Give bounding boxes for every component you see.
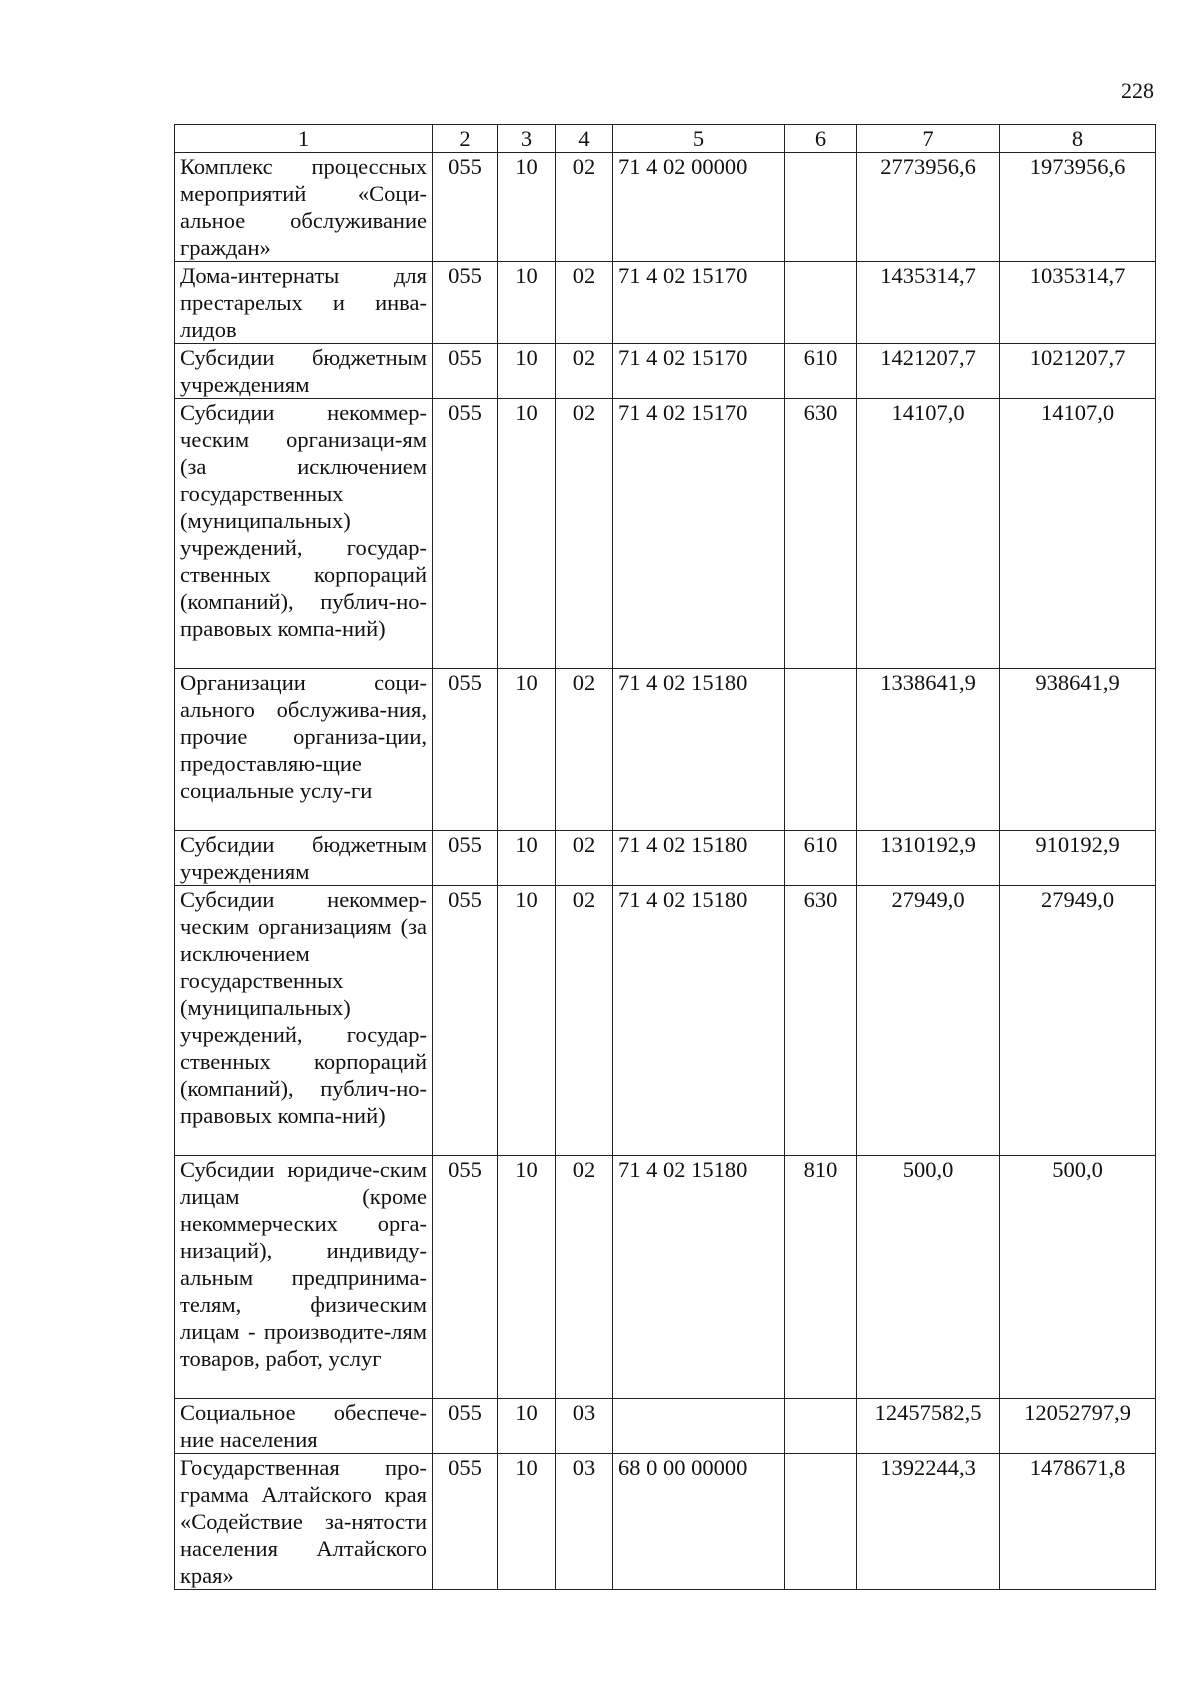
row-amount-year-1: 500,0 <box>857 1156 1000 1399</box>
row-amount-year-1: 14107,0 <box>857 399 1000 669</box>
header-col-7: 7 <box>857 125 1000 153</box>
row-expense-type: 630 <box>785 886 857 1156</box>
row-ministry-code: 055 <box>433 831 498 886</box>
row-target-article: 71 4 02 15170 <box>613 262 785 344</box>
row-amount-year-2: 1021207,7 <box>1000 344 1156 399</box>
row-target-article <box>613 1399 785 1454</box>
header-col-5: 5 <box>613 125 785 153</box>
header-col-8: 8 <box>1000 125 1156 153</box>
row-amount-year-2: 938641,9 <box>1000 669 1156 831</box>
row-name: Субсидии некоммер-ческим организациям (за исключением государственных (муниципальных) учреждений, государ-ственных корпораций (компаний), публич-но-правовых компа-ний) <box>175 886 433 1156</box>
row-amount-year-2: 27949,0 <box>1000 886 1156 1156</box>
row-amount-year-2: 12052797,9 <box>1000 1399 1156 1454</box>
row-name: Социальное обеспече-ние населения <box>175 1399 433 1454</box>
header-col-1: 1 <box>175 125 433 153</box>
row-ministry-code: 055 <box>433 669 498 831</box>
row-section-code: 10 <box>498 831 556 886</box>
row-ministry-code: 055 <box>433 1399 498 1454</box>
row-subsection-code: 03 <box>556 1399 613 1454</box>
table-row <box>175 1399 1156 1454</box>
header-col-6: 6 <box>785 125 857 153</box>
header-col-2: 2 <box>433 125 498 153</box>
row-amount-year-2: 910192,9 <box>1000 831 1156 886</box>
row-name: Дома-интернаты для престарелых и инва-лидов <box>175 262 433 344</box>
row-subsection-code: 02 <box>556 399 613 669</box>
row-amount-year-2: 14107,0 <box>1000 399 1156 669</box>
row-expense-type: 610 <box>785 831 857 886</box>
row-amount-year-1: 1310192,9 <box>857 831 1000 886</box>
row-target-article: 71 4 02 15180 <box>613 669 785 831</box>
row-target-article: 71 4 02 15180 <box>613 1156 785 1399</box>
row-amount-year-1: 27949,0 <box>857 886 1000 1156</box>
row-target-article: 71 4 02 15180 <box>613 886 785 1156</box>
header-col-3: 3 <box>498 125 556 153</box>
row-ministry-code: 055 <box>433 1156 498 1399</box>
row-amount-year-2: 1035314,7 <box>1000 262 1156 344</box>
table-row <box>175 262 1156 344</box>
row-ministry-code: 055 <box>433 399 498 669</box>
row-target-article: 71 4 02 15180 <box>613 831 785 886</box>
row-target-article: 71 4 02 15170 <box>613 344 785 399</box>
row-expense-type <box>785 1399 857 1454</box>
table-row <box>175 344 1156 399</box>
row-amount-year-1: 1338641,9 <box>857 669 1000 831</box>
row-amount-year-1: 12457582,5 <box>857 1399 1000 1454</box>
row-subsection-code: 02 <box>556 831 613 886</box>
row-amount-year-1: 1435314,7 <box>857 262 1000 344</box>
table-row <box>175 886 1156 1156</box>
row-name: Субсидии некоммер-ческим организаци-ям (за исключением государственных (муниципальных) учреждений, государ-ственных корпораций (компаний), публич-но-правовых компа-ний) <box>175 399 433 669</box>
header-row <box>175 125 1156 153</box>
row-ministry-code: 055 <box>433 344 498 399</box>
row-name: Организации соци-ального обслужива-ния, прочие организа-ции, предоставляю-щие социальные услу-ги <box>175 669 433 831</box>
row-target-article: 71 4 02 15170 <box>613 399 785 669</box>
row-name: Государственная про-грамма Алтайского края «Содействие за-нятости населения Алтайского края» <box>175 1454 433 1590</box>
row-subsection-code: 02 <box>556 669 613 831</box>
row-subsection-code: 02 <box>556 153 613 262</box>
header-col-4: 4 <box>556 125 613 153</box>
row-section-code: 10 <box>498 1156 556 1399</box>
row-expense-type: 810 <box>785 1156 857 1399</box>
row-expense-type <box>785 1454 857 1590</box>
row-expense-type: 610 <box>785 344 857 399</box>
row-amount-year-1: 1421207,7 <box>857 344 1000 399</box>
row-ministry-code: 055 <box>433 153 498 262</box>
table-row <box>175 669 1156 831</box>
row-section-code: 10 <box>498 886 556 1156</box>
row-ministry-code: 055 <box>433 886 498 1156</box>
row-section-code: 10 <box>498 669 556 831</box>
row-expense-type <box>785 262 857 344</box>
row-section-code: 10 <box>498 1399 556 1454</box>
row-subsection-code: 02 <box>556 1156 613 1399</box>
row-ministry-code: 055 <box>433 262 498 344</box>
row-amount-year-2: 500,0 <box>1000 1156 1156 1399</box>
row-name: Комплекс процессных мероприятий «Соци-альное обслуживание граждан» <box>175 153 433 262</box>
row-subsection-code: 02 <box>556 886 613 1156</box>
row-name: Субсидии бюджетным учреждениям <box>175 344 433 399</box>
page-number: 228 <box>1121 78 1154 103</box>
row-section-code: 10 <box>498 262 556 344</box>
row-name: Субсидии бюджетным учреждениям <box>175 831 433 886</box>
row-amount-year-1: 2773956,6 <box>857 153 1000 262</box>
row-target-article: 71 4 02 00000 <box>613 153 785 262</box>
row-expense-type <box>785 153 857 262</box>
row-amount-year-1: 1392244,3 <box>857 1454 1000 1590</box>
table-row <box>175 1156 1156 1399</box>
row-amount-year-2: 1973956,6 <box>1000 153 1156 262</box>
row-subsection-code: 02 <box>556 344 613 399</box>
row-section-code: 10 <box>498 153 556 262</box>
table-body <box>175 153 1156 1590</box>
budget-table <box>174 124 1156 1590</box>
table-row <box>175 831 1156 886</box>
row-subsection-code: 03 <box>556 1454 613 1590</box>
row-name: Субсидии юридиче-ским лицам (кроме некоммерческих орга-низаций), индивиду-альным предпринима-телям, физическим лицам - производите-лям товаров, работ, услуг <box>175 1156 433 1399</box>
table-row <box>175 153 1156 262</box>
row-subsection-code: 02 <box>556 262 613 344</box>
row-section-code: 10 <box>498 399 556 669</box>
row-expense-type: 630 <box>785 399 857 669</box>
row-expense-type <box>785 669 857 831</box>
row-amount-year-2: 1478671,8 <box>1000 1454 1156 1590</box>
row-target-article: 68 0 00 00000 <box>613 1454 785 1590</box>
table-row <box>175 1454 1156 1590</box>
row-ministry-code: 055 <box>433 1454 498 1590</box>
table-row <box>175 399 1156 669</box>
row-section-code: 10 <box>498 1454 556 1590</box>
row-section-code: 10 <box>498 344 556 399</box>
